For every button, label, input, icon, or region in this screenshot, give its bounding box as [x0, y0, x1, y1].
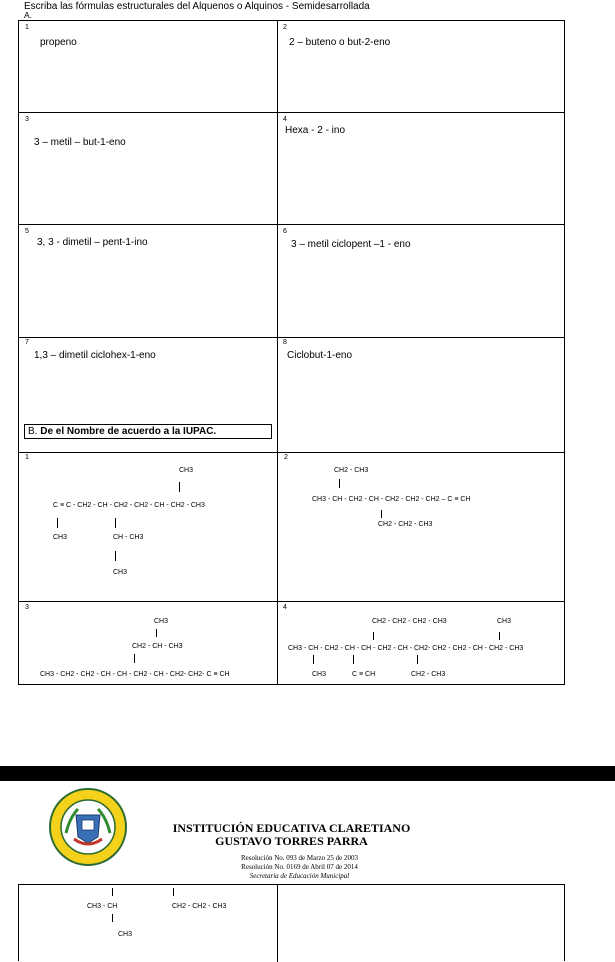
formula-fragment: CH2 - CH3: [334, 467, 369, 474]
formula-fragment: CH2 - CH3: [411, 671, 446, 678]
item-number: 3: [25, 116, 29, 123]
section-b-heading: [24, 424, 272, 439]
formula-main-chain: CH3 - CH - CH2 - CH - CH - CH2 - CH - CH2- CH2 - CH2 - CH - CH2 - CH3: [288, 645, 524, 652]
item-number: 4: [283, 116, 287, 123]
compound-name: 3 – metil – but-1-eno: [34, 137, 126, 148]
resolution-line: Resolución No. 0169 de Abril 07 de 2014: [241, 863, 358, 871]
section-b-title: De el Nombre de acuerdo a la IUPAC.: [40, 426, 217, 437]
item-number: 8: [283, 339, 287, 346]
page-break-bar: [0, 766, 615, 781]
formula-fragment: CH2 - CH2 - CH3: [378, 521, 433, 528]
continued-grid: [18, 884, 565, 961]
formula-fragment: CH2 - CH2 - CH3: [172, 903, 227, 910]
item-number: 4: [283, 604, 287, 611]
item-number: 1: [25, 454, 29, 461]
compound-name: propeno: [40, 37, 77, 48]
compound-name: 2 – buteno o but-2-eno: [289, 37, 391, 48]
section-b-prefix: B.: [28, 426, 38, 437]
item-number: 1: [25, 24, 29, 31]
formula-fragment: CH2 - CH - CH3: [132, 643, 183, 650]
worksheet-title: Escriba las fórmulas estructurales del Alquenos o Alquinos - Semidesarrollada: [24, 1, 370, 12]
formula-fragment: CH3: [497, 618, 512, 625]
secretaria-line: Secretaria de Educación Municipal: [249, 872, 350, 880]
item-number: 2: [283, 24, 287, 31]
compound-name: Ciclobut-1-eno: [287, 350, 353, 361]
compound-name: 3 – metil ciclopent –1 - eno: [291, 239, 411, 250]
section-a-label: A.: [24, 10, 33, 20]
item-number: 5: [25, 228, 29, 235]
formula-main-chain: CH3 - CH2 - CH2 - CH - CH - CH2 - CH - CH2- CH2- C ≡ CH: [40, 671, 230, 678]
formula-fragment: CH3: [53, 534, 68, 541]
formula-main-chain: CH3 - CH - CH2 - CH - CH2 - CH2 - CH2 – C ≡ CH: [312, 496, 471, 503]
compound-name: 1,3 – dimetil ciclohex-1-eno: [34, 350, 156, 361]
formula-fragment: CH - CH3: [113, 534, 144, 541]
item-number: 7: [25, 339, 29, 346]
formula-fragment: C ≡ CH: [352, 671, 376, 678]
formula-main-chain: C ≡ C - CH2 - CH - CH2 - CH2 - CH - CH2 - CH3: [53, 502, 205, 509]
formula-fragment: CH3: [179, 467, 194, 474]
compound-name: Hexa - 2 - ino: [285, 125, 346, 136]
item-number: 2: [284, 454, 288, 461]
resolution-line: Resolución No. 093 de Marzo 25 de 2003: [240, 854, 359, 862]
formula-fragment: CH3: [113, 569, 128, 576]
institution-name: INSTITUCIÓN EDUCATIVA CLARETIANO: [172, 821, 411, 835]
institution-logo: [48, 787, 128, 867]
formula-fragment: CH2 - CH2 - CH2 - CH3: [372, 618, 447, 625]
section-a-grid: [18, 20, 565, 453]
compound-name: 3, 3 - dimetil – pent-1-ino: [37, 237, 148, 248]
item-number: 6: [283, 228, 287, 235]
institution-subname: GUSTAVO TORRES PARRA: [215, 834, 368, 848]
formula-fragment: CH3: [154, 618, 169, 625]
formula-fragment: CH3 - CH: [87, 903, 118, 910]
formula-fragment: CH3: [118, 931, 133, 938]
formula-fragment: CH3: [312, 671, 327, 678]
item-number: 3: [25, 604, 29, 611]
section-b-grid: [18, 452, 565, 685]
